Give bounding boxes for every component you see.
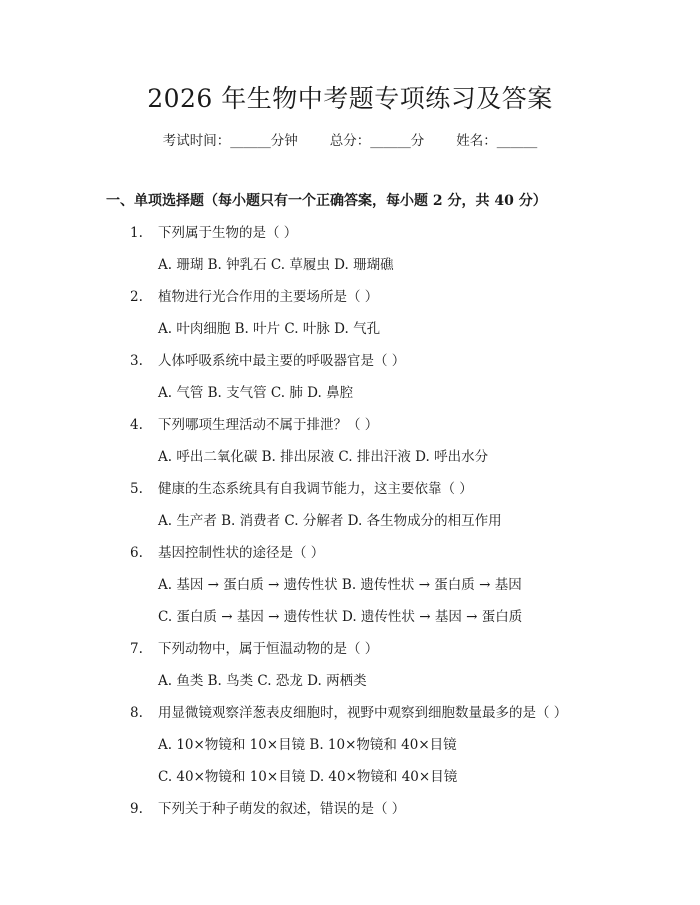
student-name-field: 姓名：______ — [456, 133, 538, 149]
question-text: 基因控制性状的途径是（ ） — [158, 545, 325, 561]
question-9 — [130, 799, 405, 819]
question-4 — [130, 415, 378, 435]
question-2 — [130, 287, 378, 307]
total-score-field: 总分：______分 — [329, 133, 425, 149]
question-number: 4. — [130, 417, 143, 433]
question-text: 植物进行光合作用的主要场所是（ ） — [158, 289, 379, 305]
question-text: 下列属于生物的是（ ） — [158, 225, 298, 241]
question-text: 下列哪项生理活动不属于排泄？（ ） — [158, 417, 379, 433]
question-text: 健康的生态系统具有自我调节能力，这主要依靠（ ） — [158, 481, 473, 497]
question-number: 1. — [130, 225, 143, 241]
question-number: 8. — [130, 705, 143, 721]
question-3-options: A. 气管 B. 支气管 C. 肺 D. 鼻腔 — [158, 385, 354, 401]
question-7 — [130, 639, 378, 659]
question-text: 下列动物中，属于恒温动物的是（ ） — [158, 641, 379, 657]
page-title: 2026 年生物中考题专项练习及答案 — [147, 84, 553, 113]
question-text: 人体呼吸系统中最主要的呼吸器官是（ ） — [158, 353, 406, 369]
section-heading: 一、单项选择题（每小题只有一个正确答案，每小题 2 分，共 40 分） — [106, 193, 547, 209]
question-1 — [130, 223, 297, 243]
question-3 — [130, 351, 405, 371]
question-7-options: A. 鱼类 B. 鸟类 C. 恐龙 D. 两栖类 — [158, 673, 367, 689]
question-8-options-line-1: A. 10×物镜和 10×目镜 B. 10×物镜和 40×目镜 — [158, 737, 457, 753]
question-number: 3. — [130, 353, 143, 369]
question-6-options-line-1: A. 基因 → 蛋白质 → 遗传性状 B. 遗传性状 → 蛋白质 → 基因 — [158, 577, 522, 593]
question-8-options-line-2: C. 40×物镜和 10×目镜 D. 40×物镜和 40×目镜 — [158, 769, 458, 785]
question-number: 6. — [130, 545, 143, 561]
question-5 — [130, 479, 473, 499]
question-1-options: A. 珊瑚 B. 钟乳石 C. 草履虫 D. 珊瑚礁 — [158, 257, 394, 273]
question-text: 下列关于种子萌发的叙述，错误的是（ ） — [158, 801, 406, 817]
question-number: 5. — [130, 481, 143, 497]
question-4-options: A. 呼出二氧化碳 B. 排出尿液 C. 排出汗液 D. 呼出水分 — [158, 449, 489, 465]
exam-info-line — [0, 131, 700, 151]
question-2-options: A. 叶肉细胞 B. 叶片 C. 叶脉 D. 气孔 — [158, 321, 381, 337]
question-text: 用显微镜观察洋葱表皮细胞时，视野中观察到细胞数量最多的是（ ） — [158, 705, 568, 721]
question-5-options: A. 生产者 B. 消费者 C. 分解者 D. 各生物成分的相互作用 — [158, 513, 502, 529]
exam-time-field: 考试时间：______分钟 — [162, 133, 298, 149]
question-number: 9. — [130, 801, 143, 817]
question-number: 7. — [130, 641, 143, 657]
question-6-options-line-2: C. 蛋白质 → 基因 → 遗传性状 D. 遗传性状 → 基因 → 蛋白质 — [158, 609, 523, 625]
question-number: 2. — [130, 289, 143, 305]
question-8 — [130, 703, 567, 723]
question-6 — [130, 543, 324, 563]
